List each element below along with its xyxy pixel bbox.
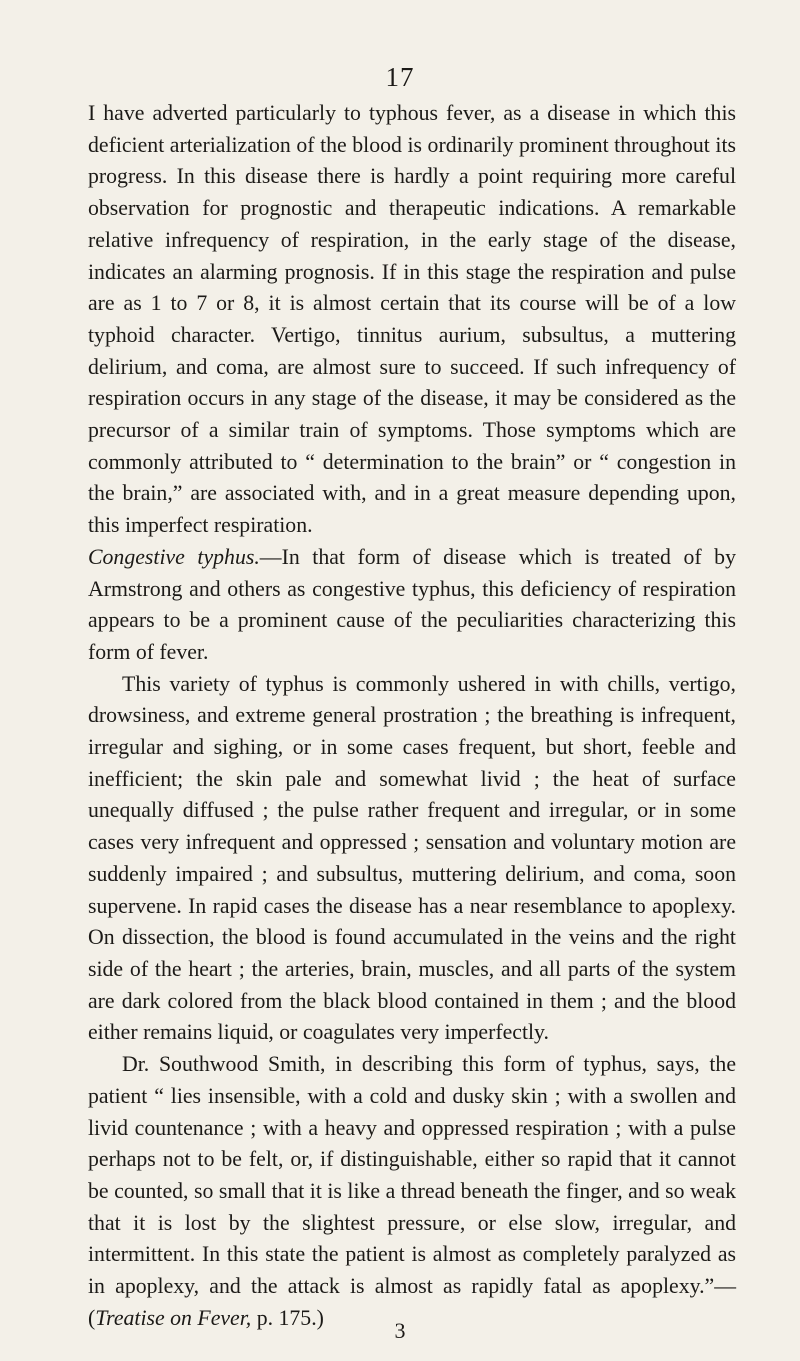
paragraph-congestive-typhus bbox=[88, 542, 736, 669]
paragraph-typhous-fever bbox=[88, 98, 736, 542]
inline-heading: Congestive typhus. bbox=[88, 544, 260, 569]
paragraph-southwood-smith bbox=[88, 1049, 736, 1334]
paragraph-text: —In that form of disease which is treated of by Armstrong and others as congestive typhus, this deficiency of respiration appears to be a prominent cause of the peculiarities characterizing this form of fever. bbox=[88, 544, 736, 664]
citation-page: p. 175.) bbox=[251, 1305, 324, 1330]
paragraph-variety-of-typhus bbox=[88, 669, 736, 1049]
paragraph-text: Dr. Southwood Smith, in describing this form of typhus, says, the patient “ lies insensible, with a cold and dusky skin ; with a swollen and livid countenance ; with a heavy and oppressed respiration ; with a pulse perhaps not to be felt, or, if distinguishable, either so rapid that it cannot be counted, so small that it is like a thread beneath the finger, and so weak that it is lost by the slightest pressure, or else slow, irregular, and intermittent. In this state the patient is almost as completely paralyzed as in apoplexy, and the attack is almost as rapidly fatal as apoplexy.”—( bbox=[88, 1052, 736, 1330]
paragraph-text: I have adverted particularly to typhous fever, as a disease in which this deficient arterialization of the blood is ordinarily prominent throughout its progress. In this disease there is hardly a point requiring more careful observation for prognostic and therapeutic indications. A remarkable relative infrequency of respiration, in the early stage of the disease, indicates an alarming prognosis. If in this stage the respiration and pulse are as 1 to 7 or 8, it is almost certain that its course will be of a low typhoid character. Vertigo, tinnitus aurium, subsultus, a muttering delirium, and coma, are almost sure to succeed. If such infrequency of respiration occurs in any stage of the disease, it may be considered as the precursor of a similar train of symptoms. Those symptoms which are commonly attributed to “ determination to the brain” or “ congestion in the brain,” are associated with, and in a great measure depending upon, this imperfect respiration. bbox=[88, 101, 736, 538]
signature-mark: 3 bbox=[394, 1318, 406, 1343]
paragraph-text: This variety of typhus is commonly ushered in with chills, vertigo, drowsiness, and extreme general prostration ; the breathing is infrequent, irregular and sighing, or in some cases frequent, but short, feeble and inefficient; the skin pale and somewhat livid ; the heat of surface unequally diffused ; the pulse rather frequent and irregular, or in some cases very infrequent and oppressed ; sensation and voluntary motion are suddenly impaired ; and subsultus, muttering delirium, and coma, soon supervene. In rapid cases the disease has a near resemblance to apoplexy. On dissection, the blood is found accumulated in the veins and the right side of the heart ; the arteries, brain, muscles, and all parts of the system are dark colored from the black blood contained in them ; and the blood either remains liquid, or coagulates very imperfectly. bbox=[88, 671, 736, 1045]
page-number: 17 bbox=[385, 62, 415, 92]
citation-title: Treatise on Fever, bbox=[95, 1305, 252, 1330]
body-text bbox=[88, 98, 736, 1334]
